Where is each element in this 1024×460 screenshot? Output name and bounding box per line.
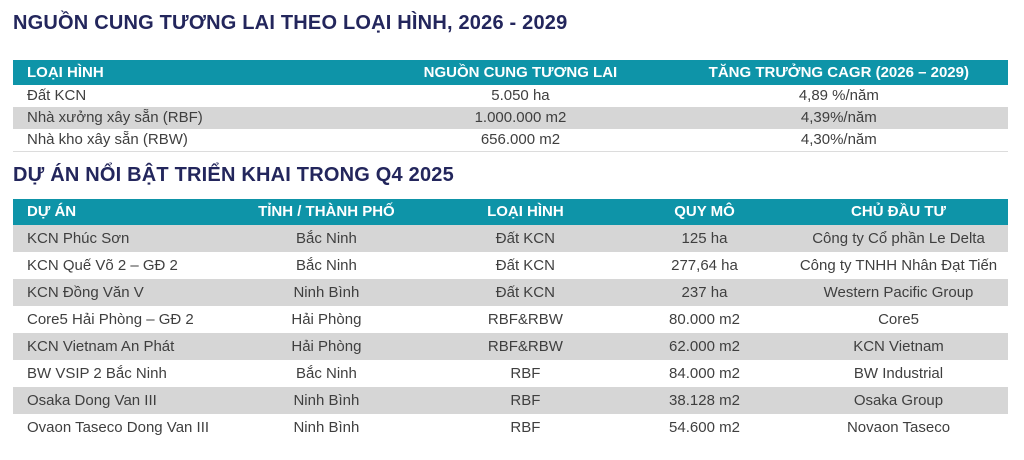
table-cell: Western Pacific Group — [823, 284, 974, 301]
table-cell: 62.000 m2 — [669, 338, 740, 355]
table-cell: RBF&RBW — [487, 338, 563, 355]
table-cell: KCN Vietnam An Phát — [27, 338, 175, 355]
table-cell: Hải Phòng — [291, 338, 362, 355]
table-cell: 54.600 m2 — [669, 419, 740, 436]
table-cell: Nhà xưởng xây sẵn (RBF) — [27, 109, 203, 126]
table-cell: Ninh Bình — [293, 284, 360, 301]
table-cell: Công ty TNHH Nhân Đạt Tiến — [799, 257, 998, 274]
table-cell: BW VSIP 2 Bắc Ninh — [27, 365, 167, 382]
table-row — [13, 225, 1008, 252]
table-cell: RBF&RBW — [487, 311, 563, 328]
table-cell: Hải Phòng — [291, 311, 362, 328]
table-row — [13, 387, 1008, 414]
table-cell: 4,89 %/năm — [798, 87, 879, 104]
table-row — [13, 306, 1008, 333]
table-cell: Công ty Cổ phần Le Delta — [812, 230, 985, 247]
table-cell: Ninh Bình — [293, 419, 360, 436]
column-header-du-an: DỰ ÁN — [27, 203, 77, 220]
column-header-cagr: TĂNG TRƯỞNG CAGR (2026 – 2029) — [708, 64, 969, 81]
table-cell: 80.000 m2 — [669, 311, 740, 328]
table-cell: Đất KCN — [27, 87, 87, 104]
table-cell: 125 ha — [681, 230, 728, 247]
table-cell: RBF — [510, 392, 541, 409]
column-header-quy-mo: QUY MÔ — [674, 203, 735, 220]
table-cell: 84.000 m2 — [669, 365, 740, 382]
table-cell: KCN Đồng Văn V — [27, 284, 144, 301]
column-header-chu-dau-tu: CHỦ ĐẦU TƯ — [851, 203, 946, 220]
column-header-nguon-cung: NGUỒN CUNG TƯƠNG LAI — [423, 64, 618, 81]
table-row — [13, 279, 1008, 306]
table-cell: Nhà kho xây sẵn (RBW) — [27, 131, 188, 148]
table-row — [13, 252, 1008, 279]
future-supply-section-title: NGUỒN CUNG TƯƠNG LAI THEO LOẠI HÌNH, 2026 - 2029 — [13, 12, 568, 34]
table-row — [13, 85, 1008, 107]
table-cell: Bắc Ninh — [295, 365, 357, 382]
table-row — [13, 107, 1008, 129]
table-cell: Bắc Ninh — [295, 230, 357, 247]
table-cell: RBF — [510, 365, 541, 382]
table-cell: Bắc Ninh — [295, 257, 357, 274]
table-cell: Novaon Taseco — [846, 419, 951, 436]
table-cell: KCN Vietnam — [853, 338, 944, 355]
column-header-tinh-thanh-pho: TỈNH / THÀNH PHỐ — [258, 203, 395, 220]
table-cell: Ovaon Taseco Dong Van III — [27, 419, 210, 436]
table-cell: Core5 — [878, 311, 919, 328]
table-cell: 656.000 m2 — [480, 131, 561, 148]
table-cell: Đất KCN — [495, 284, 555, 301]
table-cell: RBF — [510, 419, 541, 436]
table-cell: 4,30%/năm — [800, 131, 877, 148]
table-cell: Ninh Bình — [293, 392, 360, 409]
table-row — [13, 129, 1008, 151]
table-cell: 277,64 ha — [671, 257, 738, 274]
table-cell: BW Industrial — [853, 365, 944, 382]
table-cell: 5.050 ha — [491, 87, 550, 104]
table-cell: 237 ha — [681, 284, 728, 301]
projects-table — [13, 199, 1008, 441]
table-cell: Osaka Dong Van III — [27, 392, 157, 409]
table-cell: 4,39%/năm — [800, 109, 877, 126]
table-row — [13, 414, 1008, 441]
column-header-loai-hinh: LOẠI HÌNH — [487, 203, 564, 220]
table-cell: Đất KCN — [495, 230, 555, 247]
table-cell: 38.128 m2 — [669, 392, 740, 409]
table-header-row — [13, 60, 1008, 85]
table-row — [13, 360, 1008, 387]
table-cell: KCN Quế Võ 2 – GĐ 2 — [27, 257, 178, 274]
future-supply-table — [13, 60, 1008, 152]
table-cell: Đất KCN — [495, 257, 555, 274]
column-header-loai-hinh: LOẠI HÌNH — [27, 64, 104, 81]
table-cell: KCN Phúc Sơn — [27, 230, 130, 247]
table-header-row — [13, 199, 1008, 225]
table-row — [13, 333, 1008, 360]
table-cell: Core5 Hải Phòng – GĐ 2 — [27, 311, 194, 328]
projects-section-title: DỰ ÁN NỔI BẬT TRIỂN KHAI TRONG Q4 2025 — [13, 164, 454, 186]
table-cell: 1.000.000 m2 — [474, 109, 567, 126]
table-cell: Osaka Group — [853, 392, 944, 409]
